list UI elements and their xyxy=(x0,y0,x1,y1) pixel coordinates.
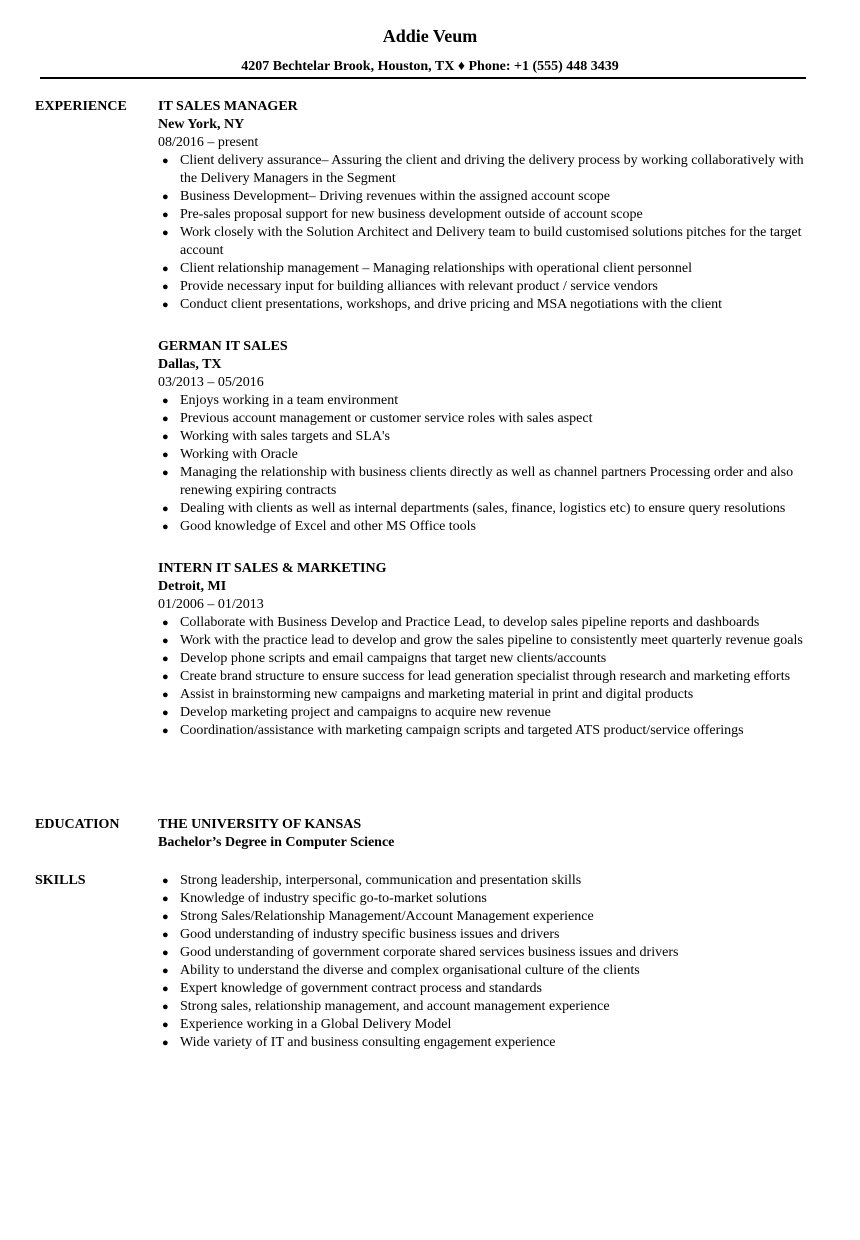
bullet-icon: ● xyxy=(162,413,169,425)
bullet-text: Previous account management or customer service roles with sales aspect xyxy=(180,411,593,426)
list-item xyxy=(158,410,818,428)
bullet-icon: ● xyxy=(162,893,169,905)
job-dates: 01/2006 – 01/2013 xyxy=(158,597,264,612)
bullet-icon: ● xyxy=(162,653,169,665)
section-label-education: EDUCATION xyxy=(35,817,120,832)
bullet-icon: ● xyxy=(162,929,169,941)
job-entry xyxy=(158,560,818,740)
bullet-text: Develop marketing project and campaigns to acquire new revenue xyxy=(180,705,551,720)
section-label-experience: EXPERIENCE xyxy=(35,99,127,114)
bullet-icon: ● xyxy=(162,449,169,461)
list-item xyxy=(158,668,818,686)
list-item xyxy=(158,518,818,536)
list-item xyxy=(158,650,818,668)
list-item xyxy=(158,998,818,1016)
job-dates: 08/2016 – present xyxy=(158,135,259,150)
bullet-text: Enjoys working in a team environment xyxy=(180,393,399,408)
list-item xyxy=(158,872,818,890)
bullet-text: Pre-sales proposal support for new business development outside of account scope xyxy=(180,207,643,222)
list-item xyxy=(158,1034,818,1052)
contact-line: 4207 Bechtelar Brook, Houston, TX ♦ Phone: +1 (555) 448 3439 xyxy=(241,59,619,74)
bullet-icon: ● xyxy=(162,155,169,167)
list-item xyxy=(158,926,818,944)
bullet-icon: ● xyxy=(162,671,169,683)
bullet-text: Create brand structure to ensure success for lead generation specialist through research and marketing efforts xyxy=(180,669,791,684)
school-name: THE UNIVERSITY OF KANSAS xyxy=(158,817,362,832)
list-item xyxy=(158,392,818,410)
header-divider xyxy=(40,77,806,79)
bullet-icon: ● xyxy=(162,263,169,275)
skills-body xyxy=(158,872,818,1052)
bullet-text: Provide necessary input for building alliances with relevant product / service vendors xyxy=(180,279,658,294)
bullet-icon: ● xyxy=(162,911,169,923)
list-item xyxy=(158,980,818,998)
bullet-icon: ● xyxy=(162,521,169,533)
degree: Bachelor’s Degree in Computer Science xyxy=(158,835,395,850)
skills-list xyxy=(158,872,818,1052)
job-dates: 03/2013 – 05/2016 xyxy=(158,375,264,390)
bullet-icon: ● xyxy=(162,635,169,647)
list-item xyxy=(158,206,818,224)
list-item xyxy=(158,278,818,296)
skill-text: Good understanding of industry specific business issues and drivers xyxy=(180,927,560,942)
list-item xyxy=(158,908,818,926)
bullet-text: Conduct client presentations, workshops, and drive pricing and MSA negotiations with the client xyxy=(180,297,723,312)
list-item xyxy=(158,632,818,650)
job-bullet-list xyxy=(158,392,818,536)
job-title: IT SALES MANAGER xyxy=(158,99,298,114)
bullet-text: Work with the practice lead to develop and grow the sales pipeline to consistently meet quarterly revenue goals xyxy=(180,633,803,648)
skill-text: Wide variety of IT and business consulting engagement experience xyxy=(180,1035,556,1050)
skill-text: Experience working in a Global Delivery Model xyxy=(180,1017,452,1032)
bullet-text: Good knowledge of Excel and other MS Office tools xyxy=(180,519,477,534)
bullet-icon: ● xyxy=(162,299,169,311)
bullet-text: Client relationship management – Managing relationships with operational client personnel xyxy=(180,261,693,276)
skill-text: Ability to understand the diverse and complex organisational culture of the clients xyxy=(180,963,640,978)
list-item xyxy=(158,500,818,518)
bullet-text: Working with sales targets and SLA's xyxy=(180,429,390,444)
skill-text: Good understanding of government corporate shared services business issues and drivers xyxy=(180,945,679,960)
candidate-name: Addie Veum xyxy=(382,26,478,46)
bullet-text: Working with Oracle xyxy=(180,447,298,462)
bullet-icon: ● xyxy=(162,947,169,959)
bullet-icon: ● xyxy=(162,689,169,701)
list-item xyxy=(158,722,818,740)
skill-text: Strong leadership, interpersonal, communication and presentation skills xyxy=(180,873,582,888)
bullet-text: Managing the relationship with business clients directly as well as channel partners Processing order and also renewing expiring contracts xyxy=(180,465,794,498)
bullet-text: Business Development– Driving revenues within the assigned account scope xyxy=(180,189,611,204)
list-item xyxy=(158,260,818,278)
skill-text: Strong Sales/Relationship Management/Account Management experience xyxy=(180,909,594,924)
bullet-icon: ● xyxy=(162,1019,169,1031)
job-title: GERMAN IT SALES xyxy=(158,339,288,354)
list-item xyxy=(158,1016,818,1034)
bullet-text: Coordination/assistance with marketing campaign scripts and targeted ATS product/service offerings xyxy=(180,723,744,738)
list-item xyxy=(158,464,818,500)
job-bullet-list xyxy=(158,152,818,314)
bullet-icon: ● xyxy=(162,467,169,479)
bullet-icon: ● xyxy=(162,281,169,293)
bullet-icon: ● xyxy=(162,1001,169,1013)
list-item xyxy=(158,944,818,962)
experience-body xyxy=(158,98,818,740)
job-location: Detroit, MI xyxy=(158,579,227,594)
bullet-icon: ● xyxy=(162,983,169,995)
list-item xyxy=(158,890,818,908)
education-body xyxy=(158,816,818,852)
bullet-icon: ● xyxy=(162,1037,169,1049)
job-location: New York, NY xyxy=(158,117,245,132)
bullet-icon: ● xyxy=(162,617,169,629)
job-entry xyxy=(158,338,818,536)
bullet-text: Work closely with the Solution Architect and Delivery team to build customised solutions pitches for the target account xyxy=(180,225,802,258)
skill-text: Expert knowledge of government contract process and standards xyxy=(180,981,542,996)
bullet-icon: ● xyxy=(162,209,169,221)
list-item xyxy=(158,224,818,260)
bullet-icon: ● xyxy=(162,875,169,887)
bullet-text: Develop phone scripts and email campaigns that target new clients/accounts xyxy=(180,651,607,666)
job-entry xyxy=(158,98,818,314)
bullet-icon: ● xyxy=(162,725,169,737)
list-item xyxy=(158,614,818,632)
bullet-text: Client delivery assurance– Assuring the client and driving the delivery process by working collaboratively with the Delivery Managers in the Segment xyxy=(180,153,804,186)
list-item xyxy=(158,428,818,446)
job-location: Dallas, TX xyxy=(158,357,222,372)
skill-text: Knowledge of industry specific go-to-market solutions xyxy=(180,891,487,906)
bullet-icon: ● xyxy=(162,191,169,203)
skill-text: Strong sales, relationship management, and account management experience xyxy=(180,999,610,1014)
list-item xyxy=(158,962,818,980)
job-bullet-list xyxy=(158,614,818,740)
bullet-icon: ● xyxy=(162,431,169,443)
list-item xyxy=(158,296,818,314)
bullet-text: Dealing with clients as well as internal departments (sales, finance, logistics etc) to ensure query resolutions xyxy=(180,501,786,516)
bullet-icon: ● xyxy=(162,503,169,515)
list-item xyxy=(158,152,818,188)
section-label-skills: SKILLS xyxy=(35,873,86,888)
list-item xyxy=(158,686,818,704)
list-item xyxy=(158,188,818,206)
bullet-icon: ● xyxy=(162,395,169,407)
list-item xyxy=(158,446,818,464)
job-title: INTERN IT SALES & MARKETING xyxy=(158,561,387,576)
bullet-icon: ● xyxy=(162,965,169,977)
list-item xyxy=(158,704,818,722)
bullet-icon: ● xyxy=(162,227,169,239)
bullet-text: Collaborate with Business Develop and Practice Lead, to develop sales pipeline reports and dashboards xyxy=(180,615,760,630)
bullet-icon: ● xyxy=(162,707,169,719)
bullet-text: Assist in brainstorming new campaigns and marketing material in print and digital products xyxy=(180,687,694,702)
